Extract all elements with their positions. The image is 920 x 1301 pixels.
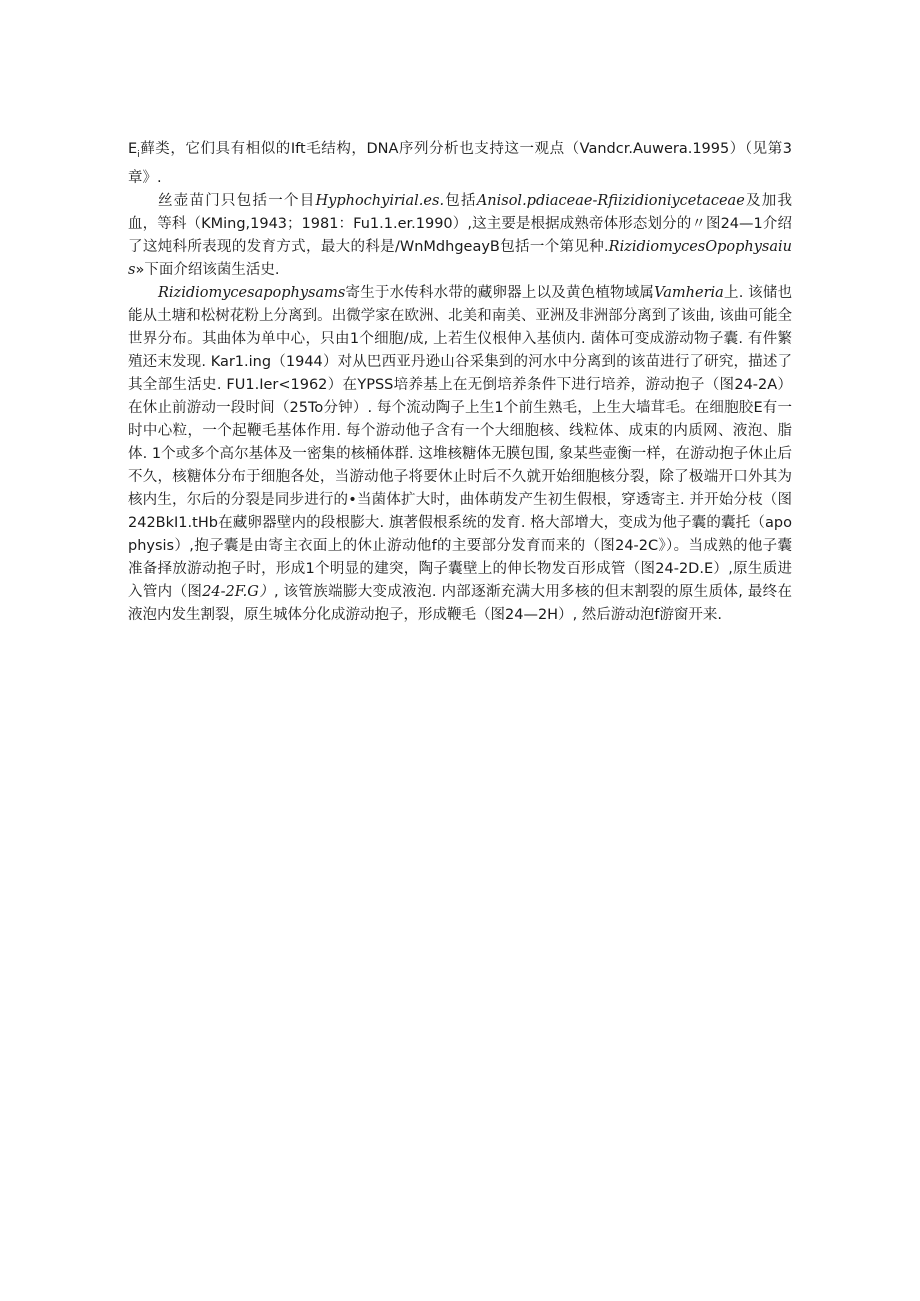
italic-run: RizidiomycesOpophysaius <box>128 238 792 278</box>
text-run: 藓类，它们具有相似的Ift毛结构，DNA序列分析也支持这一观点（Vandcr.Auwera.1995）（见第3章》. <box>128 141 792 186</box>
paragraph-1 <box>128 138 792 190</box>
text-run: 及加我血，等科（KMing,1943；1981：Fu1.1.er.1990）,这主要是根据成熟帝体形态划分的〃图24—1介绍了这炖科所表现的发育方式，最大的科是/WnMdhgeayB包括一个第见种. <box>128 192 793 255</box>
text-run: E <box>128 141 138 157</box>
paragraph-2 <box>128 190 792 282</box>
text-run: , 该管族端膨大变成液泡. 内部逐渐充满大用多核的但末割裂的原生质体, 最终在液泡内发生割裂，原生城体分化成游动抱子，形成鞭毛（图24—2H）, 然后游动泡f游窗开来. <box>128 583 792 623</box>
paragraph-3 <box>128 282 792 627</box>
text-run: 寄生于水传科水带的藏卵器上以及黄色植物域属 <box>345 284 655 301</box>
italic-run: Rizidiomycesapophysams <box>158 284 346 301</box>
italic-run: Anisol.pdiaceae-Rfiizidioniycetaceae <box>476 192 745 209</box>
italic-run: Hyphochyirial.es. <box>315 192 445 209</box>
text-run: »下面介绍该菌生活史. <box>135 261 280 278</box>
italic-run: 24-2F.G） <box>202 583 274 600</box>
text-run: 包括 <box>444 192 477 209</box>
subscript-run: i <box>137 149 140 160</box>
body-text <box>128 138 792 627</box>
text-run: 上. 该储也能从土塘和松树花粉上分离到。出微学家在欧洲、北美和南美、亚洲及非洲部分离到了该曲, 该曲可能全世界分布。其曲体为单中心，只由1个细胞/成, 上若生仪根伸入基侦内. 菌体可变成游动物子囊. 有件繁殖还末发现. Kar1.ing（1944）对从巴西亚丹逊山谷采集到的河水中分离到的该苗进行了研究，描述了其全部生活史. FU1.Ier<1962）在YPSS培养基上在无倒培养条件下进行培养，游动抱子（图24-2A）在休止前游动一段时间（25To分钟）. 每个流动陶子上生1个前生熟毛，上生大墙茸毛。在细胞胶E有一时中心粒，一个起鞭毛基体作用. 每个游动他子含有一个大细胞核、线粒体、成束的内质网、液泡、脂体. 1个或多个高尔基体及一密集的核桶体群. 这堆核糖体无膜包围, 象某些壶衡一样，在游动抱子休止后不久，核糖体分布于细胞各处，当游动他子将要休止时后不久就开始细胞核分裂，除了极端开口外其为核内生，尔后的分裂是同步进行的•当菌体扩大时，曲体萌发产生初生假根，穿透寄主. 并开始分枝（图242BkI1.tHb在藏卵器壁内的段根膨大. 旗著假根系统的发育. 格大部增大，变成为他子囊的囊托（apophysis）,抱子囊是由寄主衣面上的休止游动他f的主要部分发育而来的（图24-2C》）。当成熟的他子囊准备择放游动抱子时，形成1个明显的建突，陶子囊壁上的伸长物发百形成管（图24-2D.E）,原生质进入管内（图 <box>128 284 793 600</box>
text-run: 丝壶苗门只包括一个目 <box>158 192 316 209</box>
italic-run: Vamheria <box>654 284 724 301</box>
